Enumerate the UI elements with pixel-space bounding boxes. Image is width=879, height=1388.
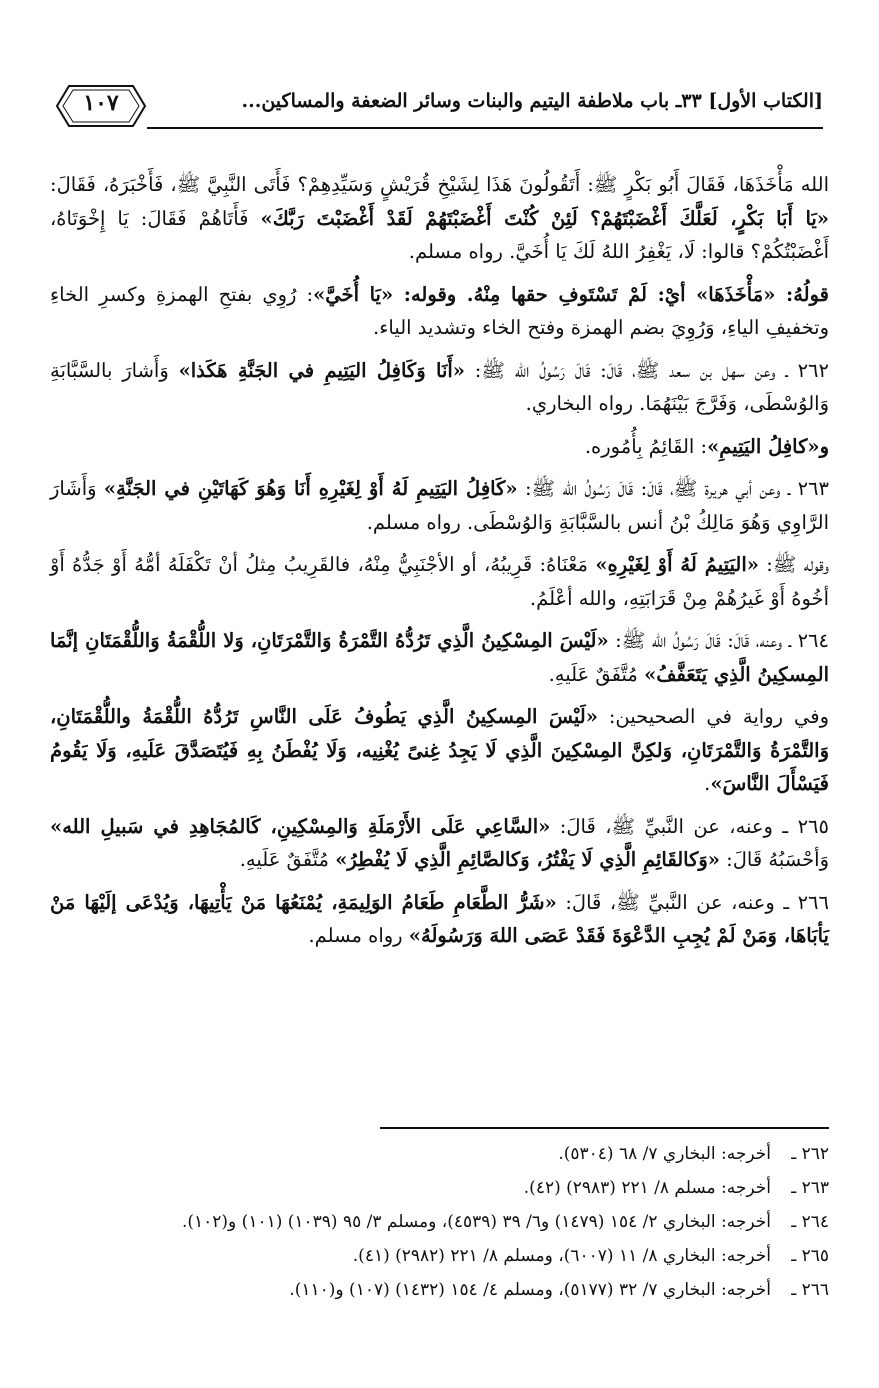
footnote-number: ٢٦٢ ـ: [791, 1144, 829, 1164]
hadith-quote: «شَرُّ الطَّعَامِ طَعَامُ الوَلِيمَةِ، يُمْنَعُهَا مَنْ يَأْتِيهَا، وَيُدْعَى إلَيْهَا مَنْ يَأبَاهَا، وَمَنْ لَمْ يُجِبِ الدَّعْوَةَ فَقَدْ عَصَى اللهَ وَرَسُولَهُ»: [50, 890, 829, 947]
text-run: : القَائِمُ بِأُمُوره.: [584, 434, 708, 458]
text-run: ـ وعن سهل بن سعد ﷺ، قَالَ: قَالَ رَسُولُ الله ﷺ:: [465, 358, 798, 382]
footnote-item: [50, 1205, 829, 1239]
page-number-badge: [55, 84, 147, 128]
footnote-text: أخرجه: البخاري ٢/ ١٥٤ (١٤٧٩) و٦/ ٣٩ (٤٥٣٩)، ومسلم ٣/ ٩٥ (١٠٣٩) (١٠١) و(١٠٢).: [181, 1212, 771, 1232]
hadith-number: ٢٦٢: [797, 358, 829, 382]
footnote-item: [50, 1273, 829, 1307]
text-run: ـ وعن أبي هريرة ﷺ، قَالَ: قَالَ رَسُولُ الله ﷺ:: [517, 477, 798, 500]
footnote-number: ٢٦٤ ـ: [791, 1212, 829, 1232]
hadith-quote: «وَكالقَائِمِ الَّذِي لَا يَفْتُرُ، وَكالصَّائِمِ الَّذِي لَا يُفْطِرُ»: [335, 848, 720, 871]
text-run: وَأَشارَ بالسَّبَّابَةِ وَالوُسْطَى، وَفَرَّجَ بَيْنَهُمَا. رواه البخاري.: [50, 358, 829, 415]
text-run: وقوله ﷺ:: [758, 553, 830, 576]
text-run: : رُوِي بفتحِ الهمزةِ وكسرِ الخاءِ وتخفيفِ الياءِ، وَرُوِيَ بضم الهمزة وفتح الخاء وتشديد الياء.: [50, 282, 829, 339]
hadith-number: ٢٦٦: [797, 890, 829, 914]
text-run: وَأحْسَبُهُ قَالَ:: [719, 848, 829, 871]
paragraph-hadith-263: [50, 472, 829, 539]
hadith-quote: «كَافِلُ اليَتِيمِ لَهُ أَوْ لِغَيْرِهِ أَنَا وَهُوَ كَهَاتَيْنِ في الجَنَّةِ»: [103, 477, 518, 500]
hadith-quote: «أَنَا وَكَافِلُ اليَتِيمِ في الجَنَّةِ هَكَذا»: [178, 358, 465, 382]
commentary-term: قولُهُ: «مَأْخَذَهَا» أيْ: لَمْ تَسْتَوفِ حقها مِنْهُ. وقوله: «يَا أُخَيَّ»: [313, 282, 829, 306]
footnote-item: [50, 1171, 829, 1205]
text-run: مُتَّفَقٌ عَلَيهِ.: [239, 848, 336, 871]
text-run: وَأَشَارَ الرَّاوِي وَهُوَ مَالِكُ بْنُ أنس بالسَّبَّابَةِ وَالوُسْطَى. رواه مسلم.: [50, 477, 829, 534]
commentary-term: و«كافِلُ اليَتِيمِ»: [707, 434, 829, 458]
paragraph-hadith-265: [50, 810, 829, 877]
footnote-number: ٢٦٥ ـ: [791, 1246, 829, 1266]
hadith-quote: «لَيْسَ المِسكِينُ الَّذِي يَطُوفُ عَلَى النَّاسِ تَرُدُّهُ اللُّقْمَةُ واللُّقْمَتَانِ، وَالتَّمْرَةُ وَالتَّمْرَتَانِ، وَلكِنَّ المِسْكِينَ الَّذِي لَا يَجِدُ غِنىً يُغْنِيه، وَلَا يُفْطَنُ بِهِ فَيُتَصَدَّقَ عَلَيهِ، وَلَا يَقُومُ فَيَسْأَلَ النَّاسَ»: [50, 705, 829, 795]
text-run: الله مَأْخَذَهَا، فَقَالَ أَبُو بَكْرٍ ﷺ: أَتَقُولُونَ هَذَا لِشَيْخِ قُرَيْشٍ وَسَيِّدِهِمْ؟ فَأَتَى النَّبِيَّ ﷺ، فَأَخْبَرَهُ، فَقَالَ:: [50, 173, 829, 196]
paragraph-hadith-264: [50, 624, 829, 691]
hadith-quote: «السَّاعِي عَلَى الأَرْمَلَةِ وَالمِسْكِينِ، كَالمُجَاهِدِ في سَبيلِ الله»: [50, 814, 551, 838]
footnote-separator: [380, 1127, 829, 1129]
hadith-quote: «يَا أَبَا بَكْرٍ، لَعَلَّكَ أَغْضَبْتَهُمْ؟ لَئِنْ كُنْتَ أَغْضَبْتَهُمْ لَقَدْ أَغْضَبْتَ رَبَّكَ»: [260, 206, 829, 230]
footnotes: [50, 1137, 829, 1307]
page-number: ١٠٧: [83, 90, 119, 116]
header-rule: [147, 127, 823, 129]
footnote-number: ٢٦٣ ـ: [791, 1178, 829, 1198]
footnote-item: [50, 1239, 829, 1273]
hadith-number: ٢٦٣: [797, 477, 829, 500]
footnote-text: أخرجه: مسلم ٨/ ٢٢١ (٢٩٨٣) (٤٢).: [523, 1178, 771, 1198]
paragraph-hadith-266: [50, 886, 829, 953]
hadith-number: ٢٦٥: [797, 814, 829, 838]
paragraph-hadith-264-variant: [50, 700, 829, 801]
text-run: ـ وعنه، عن النَّبيِّ ﷺ، قَالَ:: [550, 814, 798, 838]
hadith-quote: «اليَتِيمُ لَهُ أَوْ لِغَيْرِهِ»: [595, 553, 759, 576]
footnote-text: أخرجه: البخاري ٧/ ٣٢ (٥١٧٧)، ومسلم ٤/ ١٥٤ (١٤٣٢) (١٠٧) و(١١٠).: [289, 1280, 771, 1300]
footnote-item: [50, 1137, 829, 1171]
main-text: [50, 168, 829, 962]
paragraph-commentary-263: [50, 548, 829, 615]
footnote-number: ٢٦٦ ـ: [791, 1280, 829, 1300]
footnote-text: أخرجه: البخاري ٧/ ٦٨ (٥٣٠٤).: [558, 1144, 771, 1164]
paragraph-hadith-261-end: [50, 168, 829, 269]
hadith-number: ٢٦٤: [797, 629, 829, 652]
text-run: ـ وعنه، قَالَ: قَالَ رَسُولُ الله ﷺ:: [608, 629, 798, 652]
hadith-quote: «لَيْسَ المِسْكِينُ الَّذِي تَرُدُّهُ التَّمْرَةُ وَالتَّمْرَتَانِ، وَلا اللُّقْمَةُ وَاللُّقْمَتَانِ إنَّمَا المِسكِينُ الَّذِي يَتَعَفَّفُ»: [50, 629, 829, 686]
text-run: رواه مسلم.: [308, 924, 409, 947]
text-run: ـ وعنه، عن النَّبيِّ ﷺ، قَالَ:: [556, 890, 798, 914]
text-run: وفي رواية في الصحيحين:: [597, 705, 829, 728]
text-run: مُتَّفَقٌ عَلَيهِ.: [548, 662, 645, 686]
paragraph-commentary-262: [50, 430, 829, 464]
running-header: [55, 84, 823, 130]
paragraph-hadith-262: [50, 354, 829, 421]
paragraph-commentary-261: [50, 278, 829, 345]
text-run: فَأَتَاهُمْ فَقَالَ: يَا إِخْوَتَاهُ، أَغْضَبْتُكُمْ؟ قالوا: لَا، يَغْفِرُ اللهُ لَكَ يَا أُخَيَّ. رواه مسلم.: [50, 206, 829, 263]
header-title: [الكتاب الأول] ٣٣ـ باب ملاطفة اليتيم والبنات وسائر الضعفة والمساكين...: [241, 90, 823, 112]
footnote-text: أخرجه: البخاري ٨/ ١١ (٦٠٠٧)، ومسلم ٨/ ٢٢١ (٢٩٨٢) (٤١).: [352, 1246, 771, 1266]
text-run: مَعْنَاهُ: قَرِيبُهُ، أو الأجْنَبِيُّ مِنْهُ، فالقَرِيبُ مِثلُ أنْ تَكْفَلَهُ أمُّهُ أَوْ جَدُّهُ أَوْ أخُوهُ أَوْ غَيرُهُمْ مِنْ قَرَابَتِهِ، والله أعْلَمُ.: [50, 553, 829, 610]
text-run: .: [704, 772, 711, 795]
